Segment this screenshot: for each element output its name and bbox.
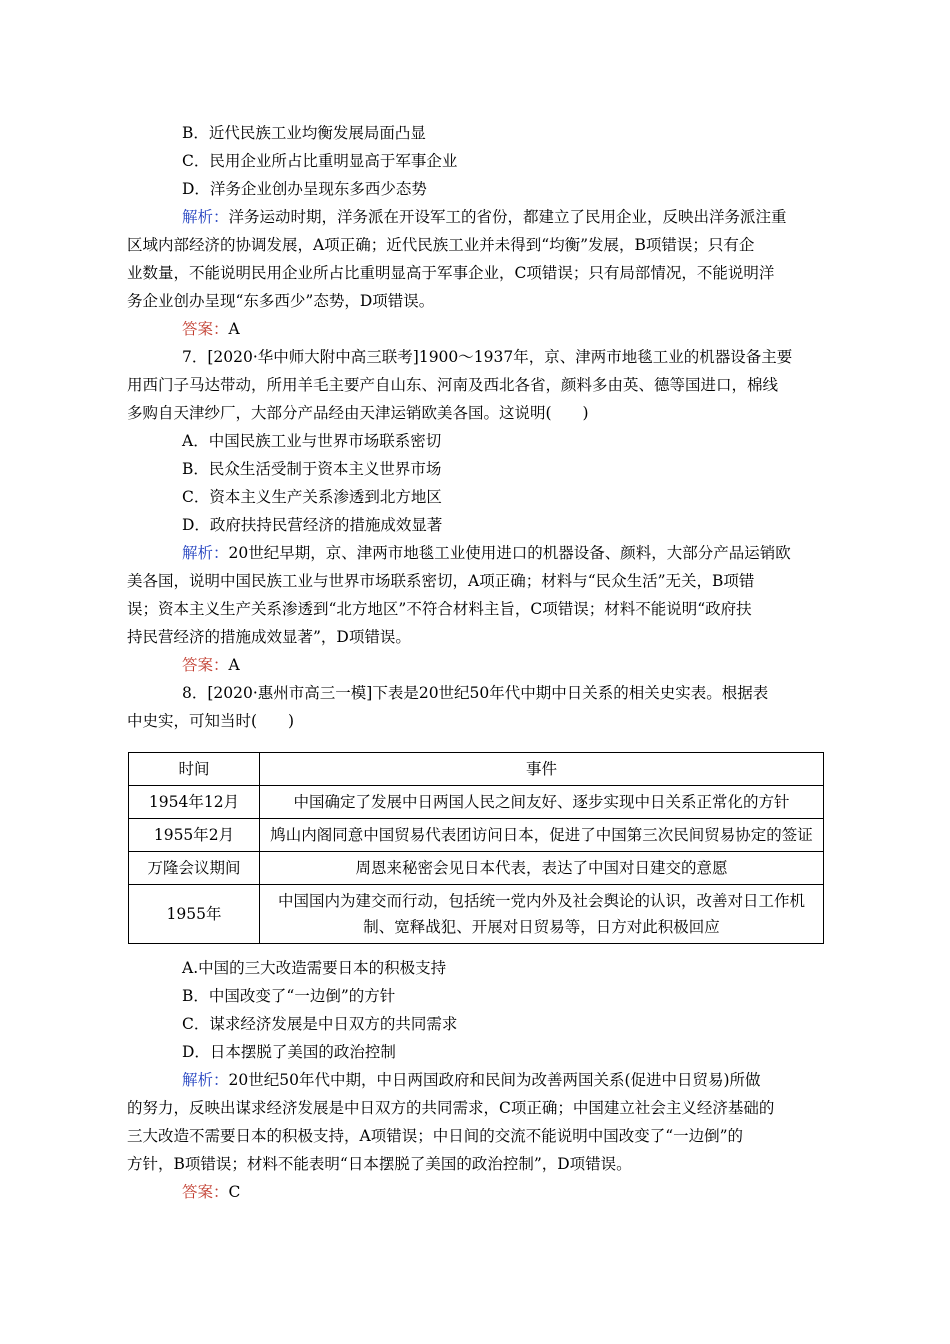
q6-option-b: B．近代民族工业均衡发展局面凸显: [182, 124, 426, 142]
q8-option-a: A.中国的三大改造需要日本的积极支持: [182, 959, 447, 977]
q8-option-c: C．谋求经济发展是中日双方的共同需求: [182, 1015, 458, 1033]
q8-stem-line-2: 中史实，可知当时( ): [127, 712, 295, 730]
table-row: [129, 786, 824, 819]
answer-label: 答案：: [182, 656, 229, 674]
q7-analysis-line-3: 误；资本主义生产关系渗透到“北方地区”不符合材料主旨，C项错误；材料不能说明“政府扶: [127, 600, 752, 618]
table-cell-time: 1955年2月: [129, 819, 260, 852]
history-events-table: [128, 752, 824, 944]
q8-analysis-line-2: 的努力，反映出谋求经济发展是中日双方的共同需求，C项正确；中国建立社会主义经济基础的: [127, 1099, 775, 1117]
q7-option-a: A．中国民族工业与世界市场联系密切: [182, 432, 442, 450]
q6-answer: 答案：A: [182, 320, 240, 338]
q8-answer: 答案：C: [182, 1183, 241, 1201]
analysis-label: 解析：: [182, 1071, 229, 1089]
q7-stem-line-3: 多购自天津纱厂，大部分产品经由天津运销欧美各国。这说明( ): [127, 404, 589, 422]
table-cell-event: 中国确定了发展中日两国人民之间友好、逐步实现中日关系正常化的方针: [260, 786, 824, 819]
answer-label: 答案：: [182, 1183, 229, 1201]
q8-stem-line-1: 8．[2020·惠州市高三一模]下表是20世纪50年代中期中日关系的相关史实表。根据表: [182, 684, 769, 702]
q8-analysis-line-4: 方针，B项错误；材料不能表明“日本摆脱了美国的政治控制”，D项错误。: [127, 1155, 632, 1173]
q7-stem-line-2: 用西门子马达带动，所用羊毛主要产自山东、河南及西北各省，颜料多由英、德等国进口，棉线: [127, 376, 779, 394]
q7-analysis-line-2: 美各国，说明中国民族工业与世界市场联系密切，A项正确；材料与“民众生活”无关，B项错: [127, 572, 755, 590]
table-row: [129, 885, 824, 944]
table-row: [129, 852, 824, 885]
table-cell-event: 中国国内为建交而行动，包括统一党内外及社会舆论的认识，改善对日工作机制、宽释战犯、开展对日贸易等，日方对此积极回应: [260, 885, 824, 944]
q7-option-b: B．民众生活受制于资本主义世界市场: [182, 460, 442, 478]
q6-analysis-line-3: 业数量，不能说明民用企业所占比重明显高于军事企业，C项错误；只有局部情况，不能说明洋: [127, 264, 775, 282]
q7-analysis-line-1: 解析：20世纪早期，京、津两市地毯工业使用进口的机器设备、颜料，大部分产品运销欧: [182, 544, 791, 562]
analysis-label: 解析：: [182, 208, 229, 226]
q8-analysis-line-1: 解析：20世纪50年代中期，中日两国政府和民间为改善两国关系(促进中日贸易)所做: [182, 1071, 761, 1089]
analysis-label: 解析：: [182, 544, 229, 562]
q6-option-c: C．民用企业所占比重明显高于军事企业: [182, 152, 458, 170]
table-cell-time: 1954年12月: [129, 786, 260, 819]
q7-option-d: D．政府扶持民营经济的措施成效显著: [182, 516, 443, 534]
table-header-time: 时间: [129, 753, 260, 786]
table-header-event: 事件: [260, 753, 824, 786]
answer-label: 答案：: [182, 320, 229, 338]
q7-analysis-line-4: 持民营经济的措施成效显著”，D项错误。: [127, 628, 411, 646]
table-header-row: [129, 753, 824, 786]
table-cell-time: 1955年: [129, 885, 260, 944]
q6-option-d: D．洋务企业创办呈现东多西少态势: [182, 180, 427, 198]
q7-option-c: C．资本主义生产关系渗透到北方地区: [182, 488, 442, 506]
q8-option-d: D．日本摆脱了美国的政治控制: [182, 1043, 396, 1061]
q6-analysis-line-1: 解析：洋务运动时期，洋务派在开设军工的省份，都建立了民用企业，反映出洋务派注重: [182, 208, 787, 226]
q8-option-b: B．中国改变了“一边倒”的方针: [182, 987, 396, 1005]
q6-analysis-line-2: 区域内部经济的协调发展，A项正确；近代民族工业并未得到“均衡”发展，B项错误；只有企: [127, 236, 755, 254]
table-cell-event: 周恩来秘密会见日本代表，表达了中国对日建交的意愿: [260, 852, 824, 885]
table-cell-event: 鸠山内阁同意中国贸易代表团访问日本，促进了中国第三次民间贸易协定的签证: [260, 819, 824, 852]
q6-analysis-line-4: 务企业创办呈现“东多西少”态势，D项错误。: [127, 292, 435, 310]
q7-stem-line-1: 7．[2020·华中师大附中高三联考]1900～1937年，京、津两市地毯工业的机器设备主要: [182, 348, 793, 366]
table-row: [129, 819, 824, 852]
table-cell-time: 万隆会议期间: [129, 852, 260, 885]
q8-analysis-line-3: 三大改造不需要日本的积极支持，A项错误；中日间的交流不能说明中国改变了“一边倒”的: [127, 1127, 744, 1145]
q7-answer: 答案：A: [182, 656, 240, 674]
